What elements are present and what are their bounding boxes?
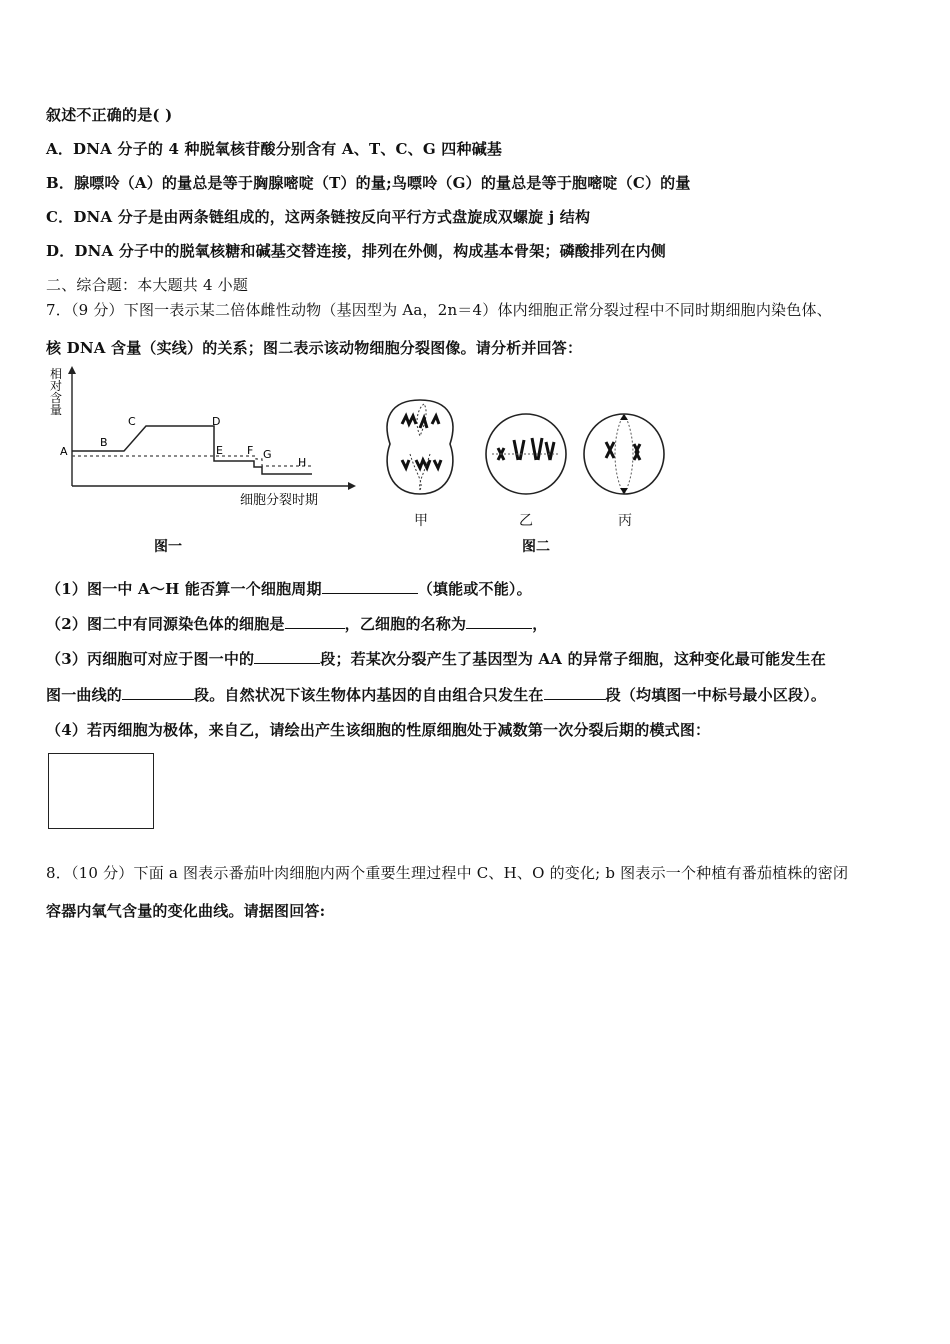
question-7-part-3b: 图一曲线的 段。自然状况下该生物体内基因的自由组合只发生在 段（均填图一中标号最小区段）。 — [46, 686, 827, 704]
cell-label-jia: 甲 — [414, 513, 428, 529]
point-label-c: C — [128, 415, 136, 428]
point-label-b: B — [100, 436, 108, 449]
question-6-stem: 叙述不正确的是( ) — [46, 106, 173, 124]
ylabel-char-2: 对 — [50, 379, 63, 393]
point-label-g: G — [263, 448, 272, 461]
cell-jia-drawing — [387, 400, 453, 494]
question-7-part-1: （1）图一中 A～H 能否算一个细胞周期 （填能或不能）。 — [46, 580, 532, 598]
cell-yi-drawing — [486, 414, 566, 494]
point-label-a: A — [60, 445, 68, 458]
answer-blank-3[interactable] — [466, 614, 532, 629]
figure-two-caption: 图二 — [522, 539, 550, 555]
cell-label-bing: 丙 — [618, 513, 632, 529]
ylabel-char-3: 含 — [50, 391, 63, 405]
dna-solid-line — [72, 426, 312, 474]
figure-area — [44, 364, 684, 564]
question-8-intro-1: 8．（10 分）下面 a 图表示番茄叶肉细胞内两个重要生理过程中 C、H、O 的变化; b 图表示一个种植有番茄植株的密闭 — [46, 864, 849, 882]
answer-blank-2[interactable] — [285, 614, 345, 629]
question-7-part-3a: （3）丙细胞可对应于图一中的 段；若某次分裂产生了基因型为 AA 的异常子细胞，这种变化最可能发生在 — [46, 650, 826, 668]
answer-blank-1[interactable] — [322, 579, 418, 594]
question-7-part-2: （2）图二中有同源染色体的细胞是 ，乙细胞的名称为 ， — [46, 615, 548, 633]
chromosome-dashed-line — [72, 456, 312, 466]
ylabel-char-4: 量 — [50, 403, 63, 417]
answer-blank-4[interactable] — [254, 649, 320, 664]
question-8-intro-2: 容器内氧气含量的变化曲线。请据图回答: — [46, 902, 326, 920]
ylabel-char-1: 相 — [50, 367, 63, 381]
drawing-answer-box[interactable] — [48, 753, 154, 829]
point-label-f: F — [247, 444, 254, 457]
option-b: B．腺嘌呤（A）的量总是等于胸腺嘧啶（T）的量;鸟嘌呤（G）的量总是等于胞嘧啶（C）的量 — [46, 174, 691, 192]
y-axis-arrow — [68, 366, 76, 374]
question-7-intro-1: 7．（9 分）下图一表示某二倍体雌性动物（基因型为 Aa，2n＝4）体内细胞正常分裂过程中不同时期细胞内染色体、 — [46, 301, 832, 319]
x-axis-arrow — [348, 482, 356, 490]
answer-blank-5[interactable] — [122, 685, 194, 700]
cell-label-yi: 乙 — [519, 513, 533, 529]
question-7-part-4: （4）若丙细胞为极体，来自乙，请绘出产生该细胞的性原细胞处于减数第一次分裂后期的模式图： — [46, 721, 711, 739]
figure-one-graph — [44, 364, 364, 539]
section-heading: 二、综合题：本大题共 4 小题 — [46, 276, 249, 294]
answer-blank-6[interactable] — [544, 685, 606, 700]
point-label-d: D — [212, 415, 221, 428]
option-c: C．DNA 分子是由两条链组成的，这两条链按反向平行方式盘旋成双螺旋 j 结构 — [46, 208, 591, 226]
option-d: D．DNA 分子中的脱氧核糖和碱基交替连接，排列在外侧，构成基本骨架；磷酸排列在内侧 — [46, 242, 666, 260]
xlabel: 细胞分裂时期 — [240, 493, 319, 508]
question-7-intro-2: 核 DNA 含量（实线）的关系；图二表示该动物细胞分裂图像。请分析并回答： — [46, 339, 583, 357]
figure-one-caption: 图一 — [154, 539, 182, 555]
cell-bing-drawing — [584, 414, 664, 494]
point-label-h: H — [298, 456, 307, 469]
point-label-e: E — [216, 444, 223, 457]
option-a: A．DNA 分子的 4 种脱氧核苷酸分别含有 A、T、C、G 四种碱基 — [46, 140, 503, 158]
